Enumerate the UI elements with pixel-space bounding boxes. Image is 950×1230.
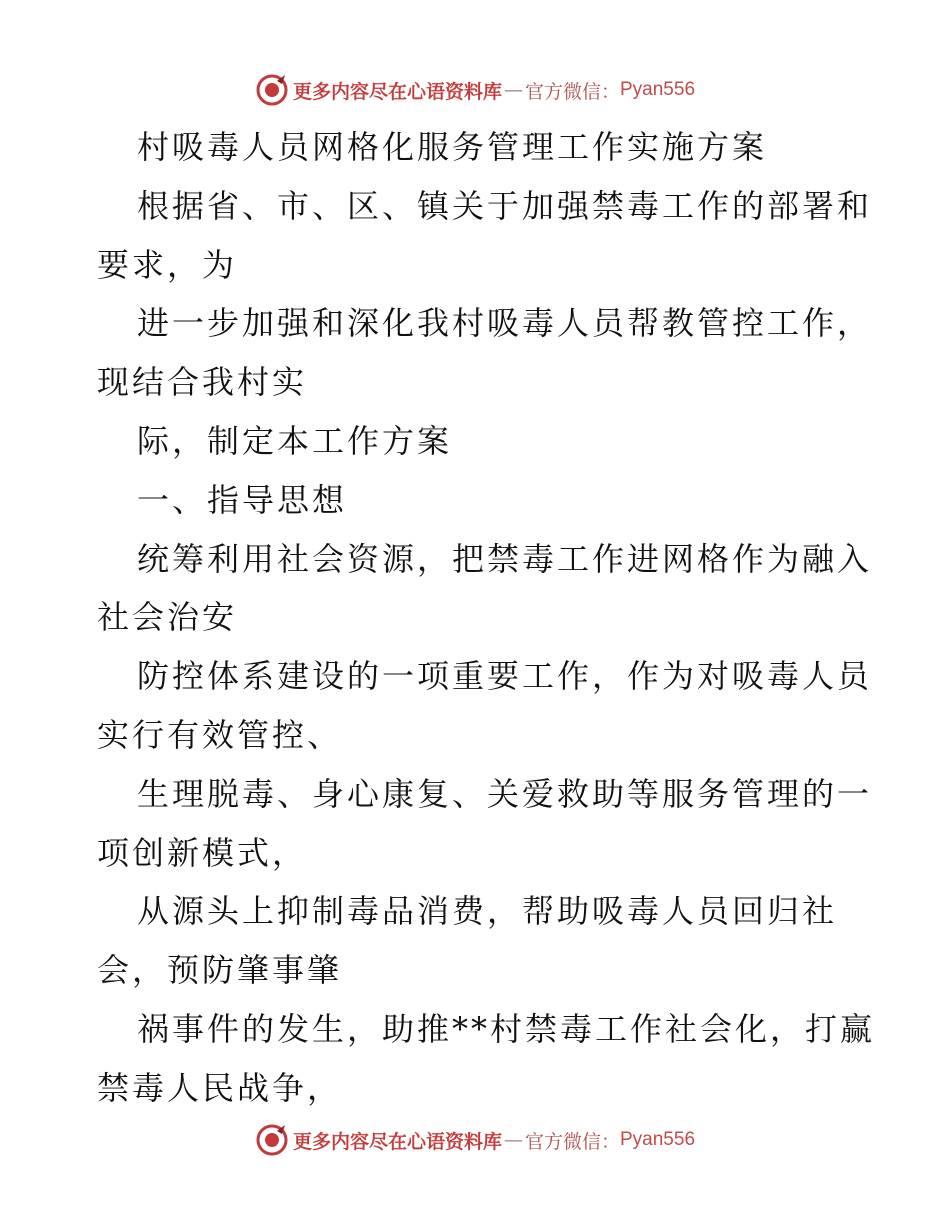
logo-icon — [255, 1123, 289, 1157]
text-line: 从源头上抑制毒品消费，帮助吸毒人员回归社 — [137, 892, 838, 931]
text-line: 项创新模式， — [97, 833, 308, 872]
watermark-wechat-label: 官方微信： — [524, 1130, 620, 1153]
text-line: 统筹利用社会资源，把禁毒工作进网格作为融入 — [137, 539, 873, 578]
text-line: 要求，为 — [97, 245, 238, 284]
text-line: 际，制定本工作方案 — [137, 421, 453, 460]
watermark-dash: — — [503, 79, 523, 101]
text-line: 一、指导思想 — [137, 480, 348, 519]
logo-icon — [255, 73, 289, 107]
watermark-dash: — — [503, 1129, 523, 1151]
text-line: 进一步加强和深化我村吸毒人员帮教管控工作， — [137, 304, 873, 343]
text-line: 防控体系建设的一项重要工作，作为对吸毒人员 — [137, 657, 873, 696]
watermark-wechat-label: 官方微信： — [524, 80, 620, 103]
text-line: 村吸毒人员网格化服务管理工作实施方案 — [137, 128, 768, 166]
text-line: 会，预防肇事肇 — [97, 951, 343, 990]
text-line: 社会治安 — [97, 598, 238, 637]
text-line: 禁毒人民战争， — [97, 1068, 343, 1107]
text-line: 现结合我村实 — [97, 363, 308, 402]
header-watermark — [0, 70, 950, 110]
text-line: 祸事件的发生，助推**村禁毒工作社会化，打赢 — [137, 1009, 876, 1048]
watermark-brand: 更多内容尽在心语资料库 — [292, 80, 502, 103]
watermark-wechat-id: Pyan556 — [620, 79, 696, 100]
text-line: 实行有效管控、 — [97, 715, 343, 754]
document-body — [97, 118, 876, 1118]
text-line: 生理脱毒、身心康复、关爱救助等服务管理的一 — [137, 774, 873, 813]
text-line: 根据省、市、区、镇关于加强禁毒工作的部署和 — [137, 186, 873, 225]
watermark-brand: 更多内容尽在心语资料库 — [292, 1130, 502, 1153]
watermark-wechat-id: Pyan556 — [620, 1129, 696, 1150]
footer-watermark — [0, 1120, 950, 1160]
